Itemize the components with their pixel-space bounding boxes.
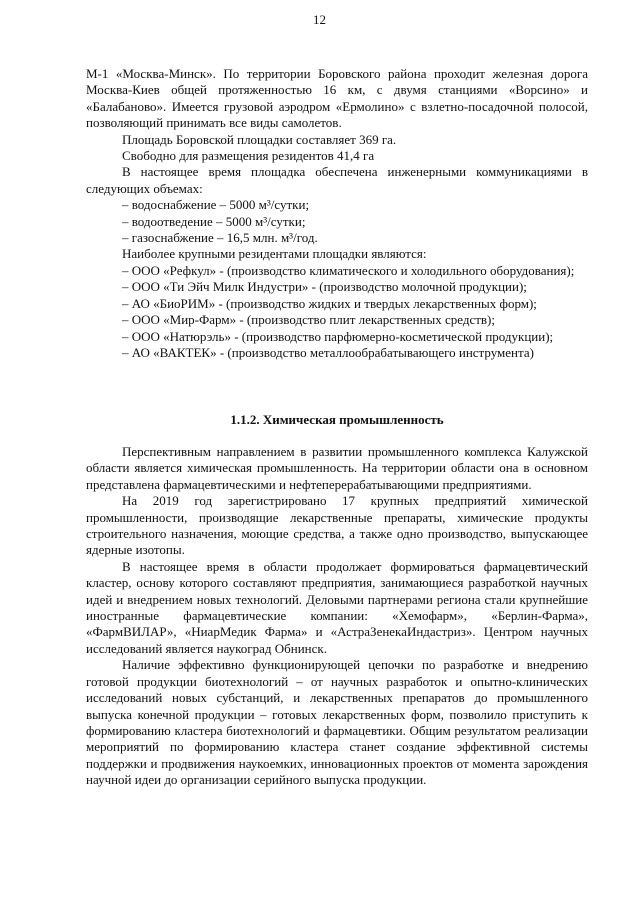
list-item-water-supply: – водоснабжение – 5000 м³/сутки; (122, 197, 310, 213)
paragraph-biotech-chain: Наличие эффективно функционирующей цепочки по разработке и внедрению готовой продукции биотехнологий – от научных разработок и опытно-клинических исследований новых субстанций, и лекарственных препаратов до промышленного выпуска конечной продукции – готовых лекарственных форм, позволило приступить к формированию кластера биотехнологий и фармацевтики. Общим результатом реализации мероприятий по формированию кластера станет создание эффективной системы поддержки и продвижения наукоемких, инновационных проектов от момента зарождения научной идеи до организации серийного выпуска продукции. (86, 657, 588, 788)
list-item-resident-mirfarm: – ООО «Мир-Фарм» - (производство плит лекарственных средств); (122, 312, 496, 328)
list-item-resident-milk: – ООО «Ти Эйч Милк Индустри» - (производство молочной продукции); (122, 279, 527, 295)
paragraph-enterprises: На 2019 год зарегистрировано 17 крупных предприятий химической промышленности, производящие лекарственные препараты, химические продукты строительного назначения, моющие средства, а также одно производство, выпускающее ядерные изотопы. (86, 493, 588, 558)
paragraph-residents-intro: Наиболее крупными резидентами площадки являются: (122, 246, 427, 262)
list-item-water-disposal: – водоотведение – 5000 м³/сутки; (122, 213, 306, 229)
list-item-resident-biorim: – АО «БиоРИМ» - (производство жидких и твердых лекарственных форм); (122, 295, 537, 311)
paragraph-railway: М-1 «Москва-Минск». По территории Боровского района проходит железная дорога Москва-Киев общей протяженностью 16 км, с двумя станциями «Ворсино» и «Балабаново». Имеется грузовой аэродром «Ермолино» с взлетно-посадочной полосой, позволяющий принимать все виды самолетов. (86, 66, 588, 131)
bottom-text-block (86, 444, 588, 789)
list-item-resident-refkul: – ООО «Рефкул» - (производство климатического и холодильного оборудования); (122, 262, 575, 278)
paragraph-free-area: Свободно для размещения резидентов 41,4 га (122, 148, 375, 164)
paragraph-chemical-intro: Перспективным направлением в развитии промышленного комплекса Калужской области является химическая промышленность. На территории области она в основном представлена фармацевтическими и нефтеперерабатывающими предприятиями. (86, 444, 588, 492)
paragraph-pharma-cluster: В настоящее время в области продолжает формироваться фармацевтический кластер, основу которого составляют предприятия, занимающиеся разработкой научных идей и внедрением новых технологий. Деловыми партнерами региона стали крупнейшие иностранные фармацевтические компании: «Хемофарм», «Берлин-Фарма», «ФармВИЛАР», «НиарМедик Фарма» и «АстраЗенекаИндастриз». Центром научных исследований является наукоград Обнинск. (86, 558, 588, 656)
list-item-resident-naturel: – ООО «Натюрэль» - (производство парфюмерно-косметической продукции); (122, 328, 554, 344)
page-number: 12 (313, 12, 326, 27)
section-heading-block (86, 412, 588, 428)
section-heading: 1.1.2. Химическая промышленность (230, 412, 444, 427)
paragraph-utilities: В настоящее время площадка обеспечена инженерными коммуникациями в следующих объемах: (86, 164, 588, 196)
top-text-block (86, 66, 588, 361)
paragraph-area: Площадь Боровской площадки составляет 369 га. (122, 131, 397, 147)
list-item-gas-supply: – газоснабжение – 16,5 млн. м³/год. (122, 230, 318, 246)
list-item-resident-vaktek: – АО «ВАКТЕК» - (производство металлообрабатывающего инструмента) (122, 344, 534, 360)
